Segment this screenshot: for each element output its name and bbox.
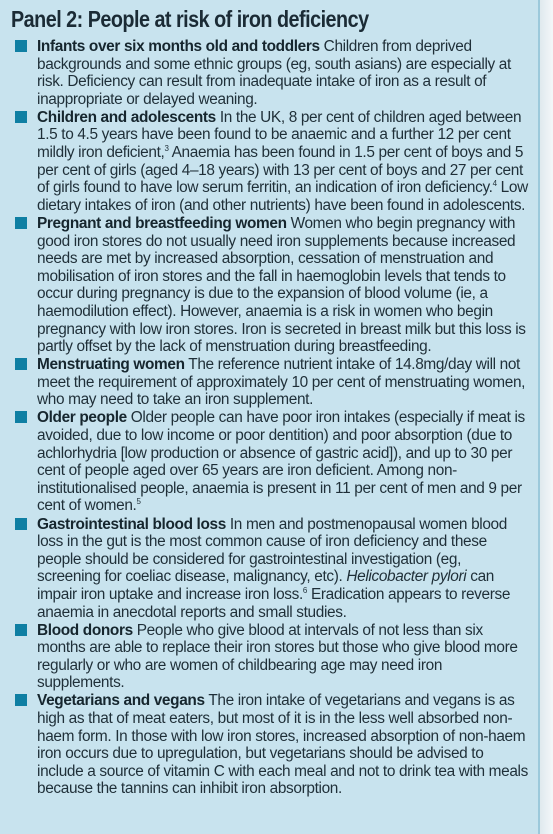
item-heading: Vegetarians and vegans: [37, 692, 205, 710]
list-item-older: [11, 409, 528, 515]
item-heading: Older people: [37, 409, 127, 427]
item-heading: Gastrointestinal blood loss: [37, 515, 226, 533]
item-text: The reference nutrient intake of 14.8mg/day will not meet the requirement of approximately 10 per cent of menstruating women, who may need to take an iron supplement.: [37, 356, 526, 409]
bullet-square-icon: [15, 217, 27, 229]
bullet-square-icon: [15, 624, 27, 636]
item-text: Eradication appears to reverse anaemia in anecdotal reports and small studies.: [37, 585, 511, 621]
reference-mark: 4: [492, 179, 497, 189]
bullet-square-icon: [15, 518, 27, 530]
item-heading: Blood donors: [37, 621, 133, 639]
item-text: In men and postmenopausal women blood loss in the gut is the most common cause of iron deficiency and these people should be considered for gastrointestinal investigation (eg, screening for coeliac disease, malignancy, etc).: [37, 515, 507, 586]
list-item-vegetarians: [11, 692, 528, 798]
item-text: Anaemia has been found in 1.5 per cent of boys and 5 per cent of girls (aged 4–18 years) with 13 per cent of boys and 27 per cent of girls found to have low serum ferritin, an indication of iron deficiency.: [37, 144, 524, 197]
item-text: Women who begin pregnancy with good iron stores do not usually need iron supplements because increased needs are met by increased absorption, cessation of menstruation and mobilisation of iron stores and the fall in haemoglobin levels that tends to occur during pregnancy is due to the expansion of blood volume (ie, a haemodilution effect). However, anaemia is a risk in women who begin pregnancy with low iron stores. Iron is secreted in breast milk but this loss is partly offset by the lack of menstruation during breastfeeding.: [37, 214, 526, 356]
list-item-infants: [11, 38, 528, 108]
reference-mark: 6: [302, 585, 308, 595]
species-name: Helicobacter pylori: [346, 568, 467, 586]
item-heading: Infants over six months old and toddlers: [37, 38, 320, 55]
bullet-square-icon: [15, 411, 27, 423]
item-heading: Children and adolescents: [37, 108, 216, 126]
panel-title: Panel 2: People at risk of iron deficiency: [11, 6, 369, 32]
bullet-square-icon: [15, 694, 27, 706]
item-text: People who give blood at intervals of not less than six months are able to replace their iron stores but those who give blood more regularly or who are women of childbearing age may need iron supplements.: [37, 621, 518, 692]
item-heading: Menstruating women: [37, 356, 185, 374]
item-text: In the UK, 8 per cent of children aged between 1.5 to 4.5 years have been found to be anaemic and a further 12 per cent mildly iron deficient,: [37, 108, 522, 162]
page-edge: [540, 0, 553, 834]
item-text: Children from deprived backgrounds and some ethnic groups (eg, south asians) are especially at risk. Deficiency can result from inadequate intake of iron as a result of inappropriate or delayed weaning.: [37, 38, 511, 108]
list-item-children: [11, 109, 528, 215]
item-text: The iron intake of vegetarians and vegans is as high as that of meat eaters, but most of it is in the less well absorbed non-haem form. In those with low iron stores, increased absorption of non-haem iron occurs due to upregulation, but vegetarians should be advised to include a source of vitamin C with each meal and not to drink tea with meals because the tannins can inhibit iron absorption.: [37, 692, 528, 798]
item-text: can impair iron uptake and increase iron loss.: [37, 568, 495, 603]
list-item-menstruating: [11, 356, 528, 409]
item-text: Older people can have poor iron intakes (especially if meat is avoided, due to low income or poor dentition) and poor absorption (due to achlorhydria [low production or absence of gastric acid]), and up to 30 per cent of people aged over 65 years are iron deficient. Among non-institutionalised people, anaemia is present in 11 per cent of men and 9 per cent of women.: [37, 409, 525, 515]
list-item-blood-donors: [11, 622, 528, 692]
reference-mark: 3: [164, 143, 169, 153]
list-item-gi-blood-loss: [11, 516, 528, 622]
list-item-pregnant: [11, 215, 528, 356]
item-text: Low dietary intakes of iron (and other nutrients) have been found in adolescents.: [37, 179, 528, 214]
bullet-square-icon: [15, 358, 27, 370]
bullet-square-icon: [15, 111, 27, 123]
item-heading: Pregnant and breastfeeding women: [37, 214, 287, 232]
reference-mark: 5: [136, 497, 141, 507]
bullet-square-icon: [15, 40, 27, 52]
